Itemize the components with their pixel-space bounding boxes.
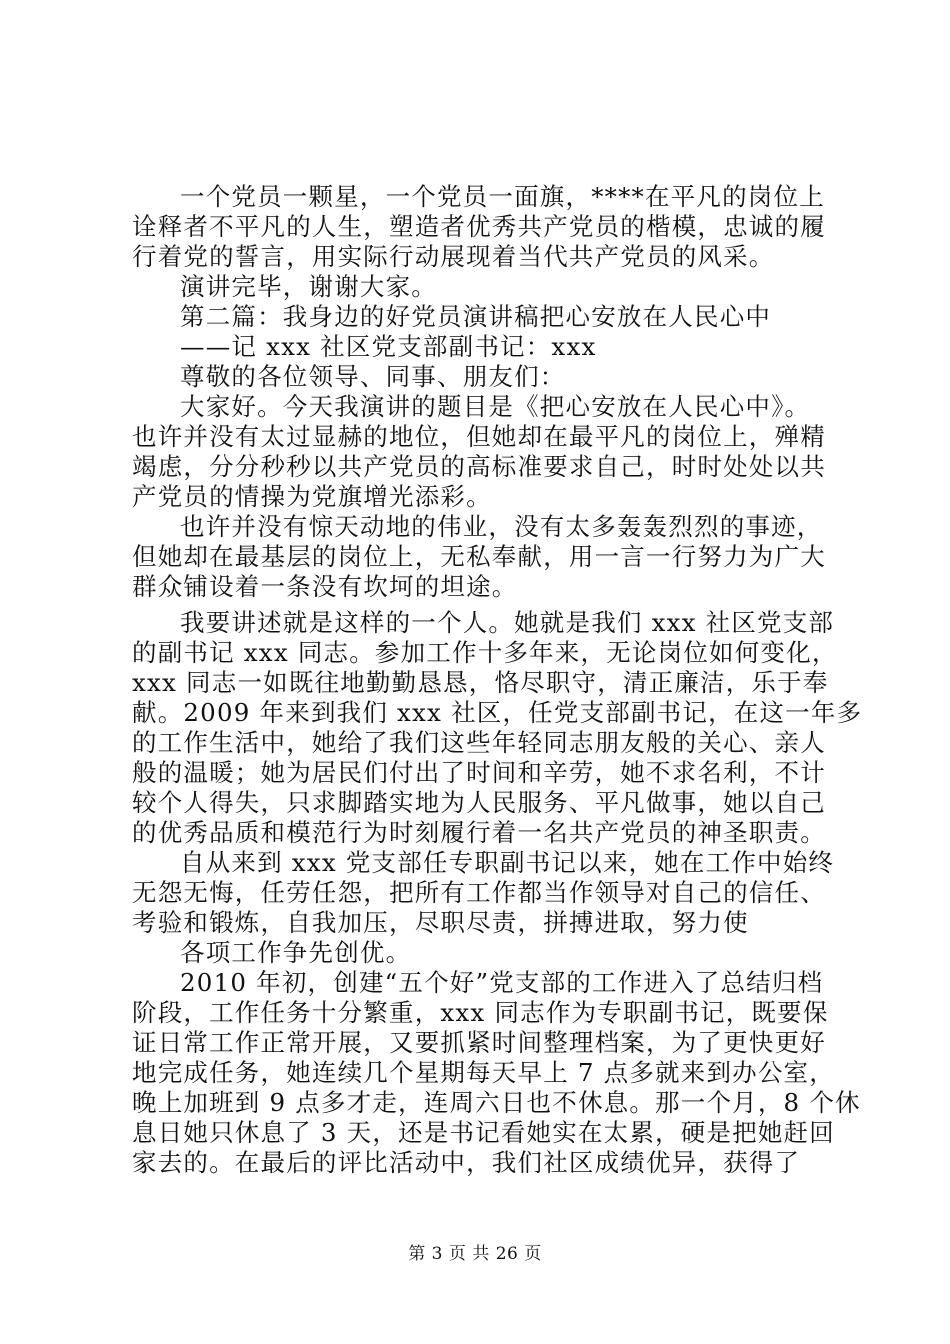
text-line: 我要讲述就是这样的一个人。她就是我们 xxx 社区党支部 xyxy=(180,608,835,637)
text-line: xxx 同志一如既往地勤勤恳恳，恪尽职守，清正廉洁，乐于奉 xyxy=(132,668,829,697)
salutation: 尊敬的各位领导、同事、朋友们： xyxy=(180,362,566,391)
text-line: 一个党员一颗星，一个党员一面旗，****在平凡的岗位上 xyxy=(180,182,825,211)
text-line: 般的温暖；她为居民们付出了时间和辛劳，她不求名利，不计 xyxy=(132,758,826,787)
text-line: 也许并没有惊天动地的伟业，没有太多轰轰烈烈的事迹， xyxy=(180,512,823,541)
text-line: 证日常工作正常开展，又要抓紧时间整理档案，为了更快更好 xyxy=(132,1028,826,1057)
text-line: 各项工作争先创优。 xyxy=(180,938,412,967)
section-subheading: ——记 xxx 社区党支部副书记：xxx xyxy=(180,332,597,361)
text-line: 无怨无悔，任劳任怨，把所有工作都当作领导对自己的信任、 xyxy=(132,878,826,907)
text-line: 演讲完毕，谢谢大家。 xyxy=(180,272,437,301)
page-footer: 第 3 页 共 26 页 xyxy=(408,1244,542,1264)
text-line: 但她却在最基层的岗位上，无私奉献，用一言一行努力为广大 xyxy=(132,542,826,571)
text-line: 竭虑，分分秒秒以共产党员的高标准要求自己，时时处处以共 xyxy=(132,452,826,481)
text-line: 家去的。在最后的评比活动中，我们社区成绩优异，获得了 xyxy=(132,1148,801,1177)
section-heading: 第二篇：我身边的好党员演讲稿把心安放在人民心中 xyxy=(180,302,772,331)
text-line: 晚上加班到 9 点多才走，连周六日也不休息。那一个月，8 个休 xyxy=(132,1088,861,1117)
text-line: 的优秀品质和模范行为时刻履行着一名共产党员的神圣职责。 xyxy=(132,818,826,847)
text-line: 的工作生活中，她给了我们这些年轻同志朋友般的关心、亲人 xyxy=(132,728,826,757)
text-line: 2010 年初，创建“五个好”党支部的工作进入了总结归档 xyxy=(180,968,824,997)
text-line: 也许并没有太过显赫的地位，但她却在最平凡的岗位上，殚精 xyxy=(132,422,826,451)
text-line: 诠释者不平凡的人生，塑造者优秀共产党员的楷模，忠诚的履 xyxy=(132,212,826,241)
text-line: 自从来到 xxx 党支部任专职副书记以来，她在工作中始终 xyxy=(180,848,835,877)
text-line: 产党员的情操为党旗增光添彩。 xyxy=(132,482,492,511)
text-line: 地完成任务，她连续几个星期每天早上 7 点多就来到办公室， xyxy=(132,1058,835,1087)
text-line: 献。2009 年来到我们 xxx 社区，任党支部副书记，在这一年多 xyxy=(132,698,863,727)
text-line: 息日她只休息了 3 天，还是书记看她实在太累，硬是把她赶回 xyxy=(132,1118,835,1147)
text-line: 考验和锻炼，自我加压，尽职尽责，拼搏进取，努力使 xyxy=(132,908,749,937)
text-line: 行着党的誓言，用实际行动展现着当代共产党员的风采。 xyxy=(132,242,775,271)
text-line: 群众铺设着一条没有坎坷的坦途。 xyxy=(132,572,518,601)
text-line: 的副书记 xxx 同志。参加工作十多年来，无论岗位如何变化， xyxy=(132,638,838,667)
text-line: 大家好。今天我演讲的题目是《把心安放在人民心中》。 xyxy=(180,392,811,421)
text-line: 较个人得失，只求脚踏实地为人民服务、平凡做事，她以自己 xyxy=(132,788,826,817)
text-line: 阶段，工作任务十分繁重，xxx 同志作为专职副书记，既要保 xyxy=(132,998,829,1027)
